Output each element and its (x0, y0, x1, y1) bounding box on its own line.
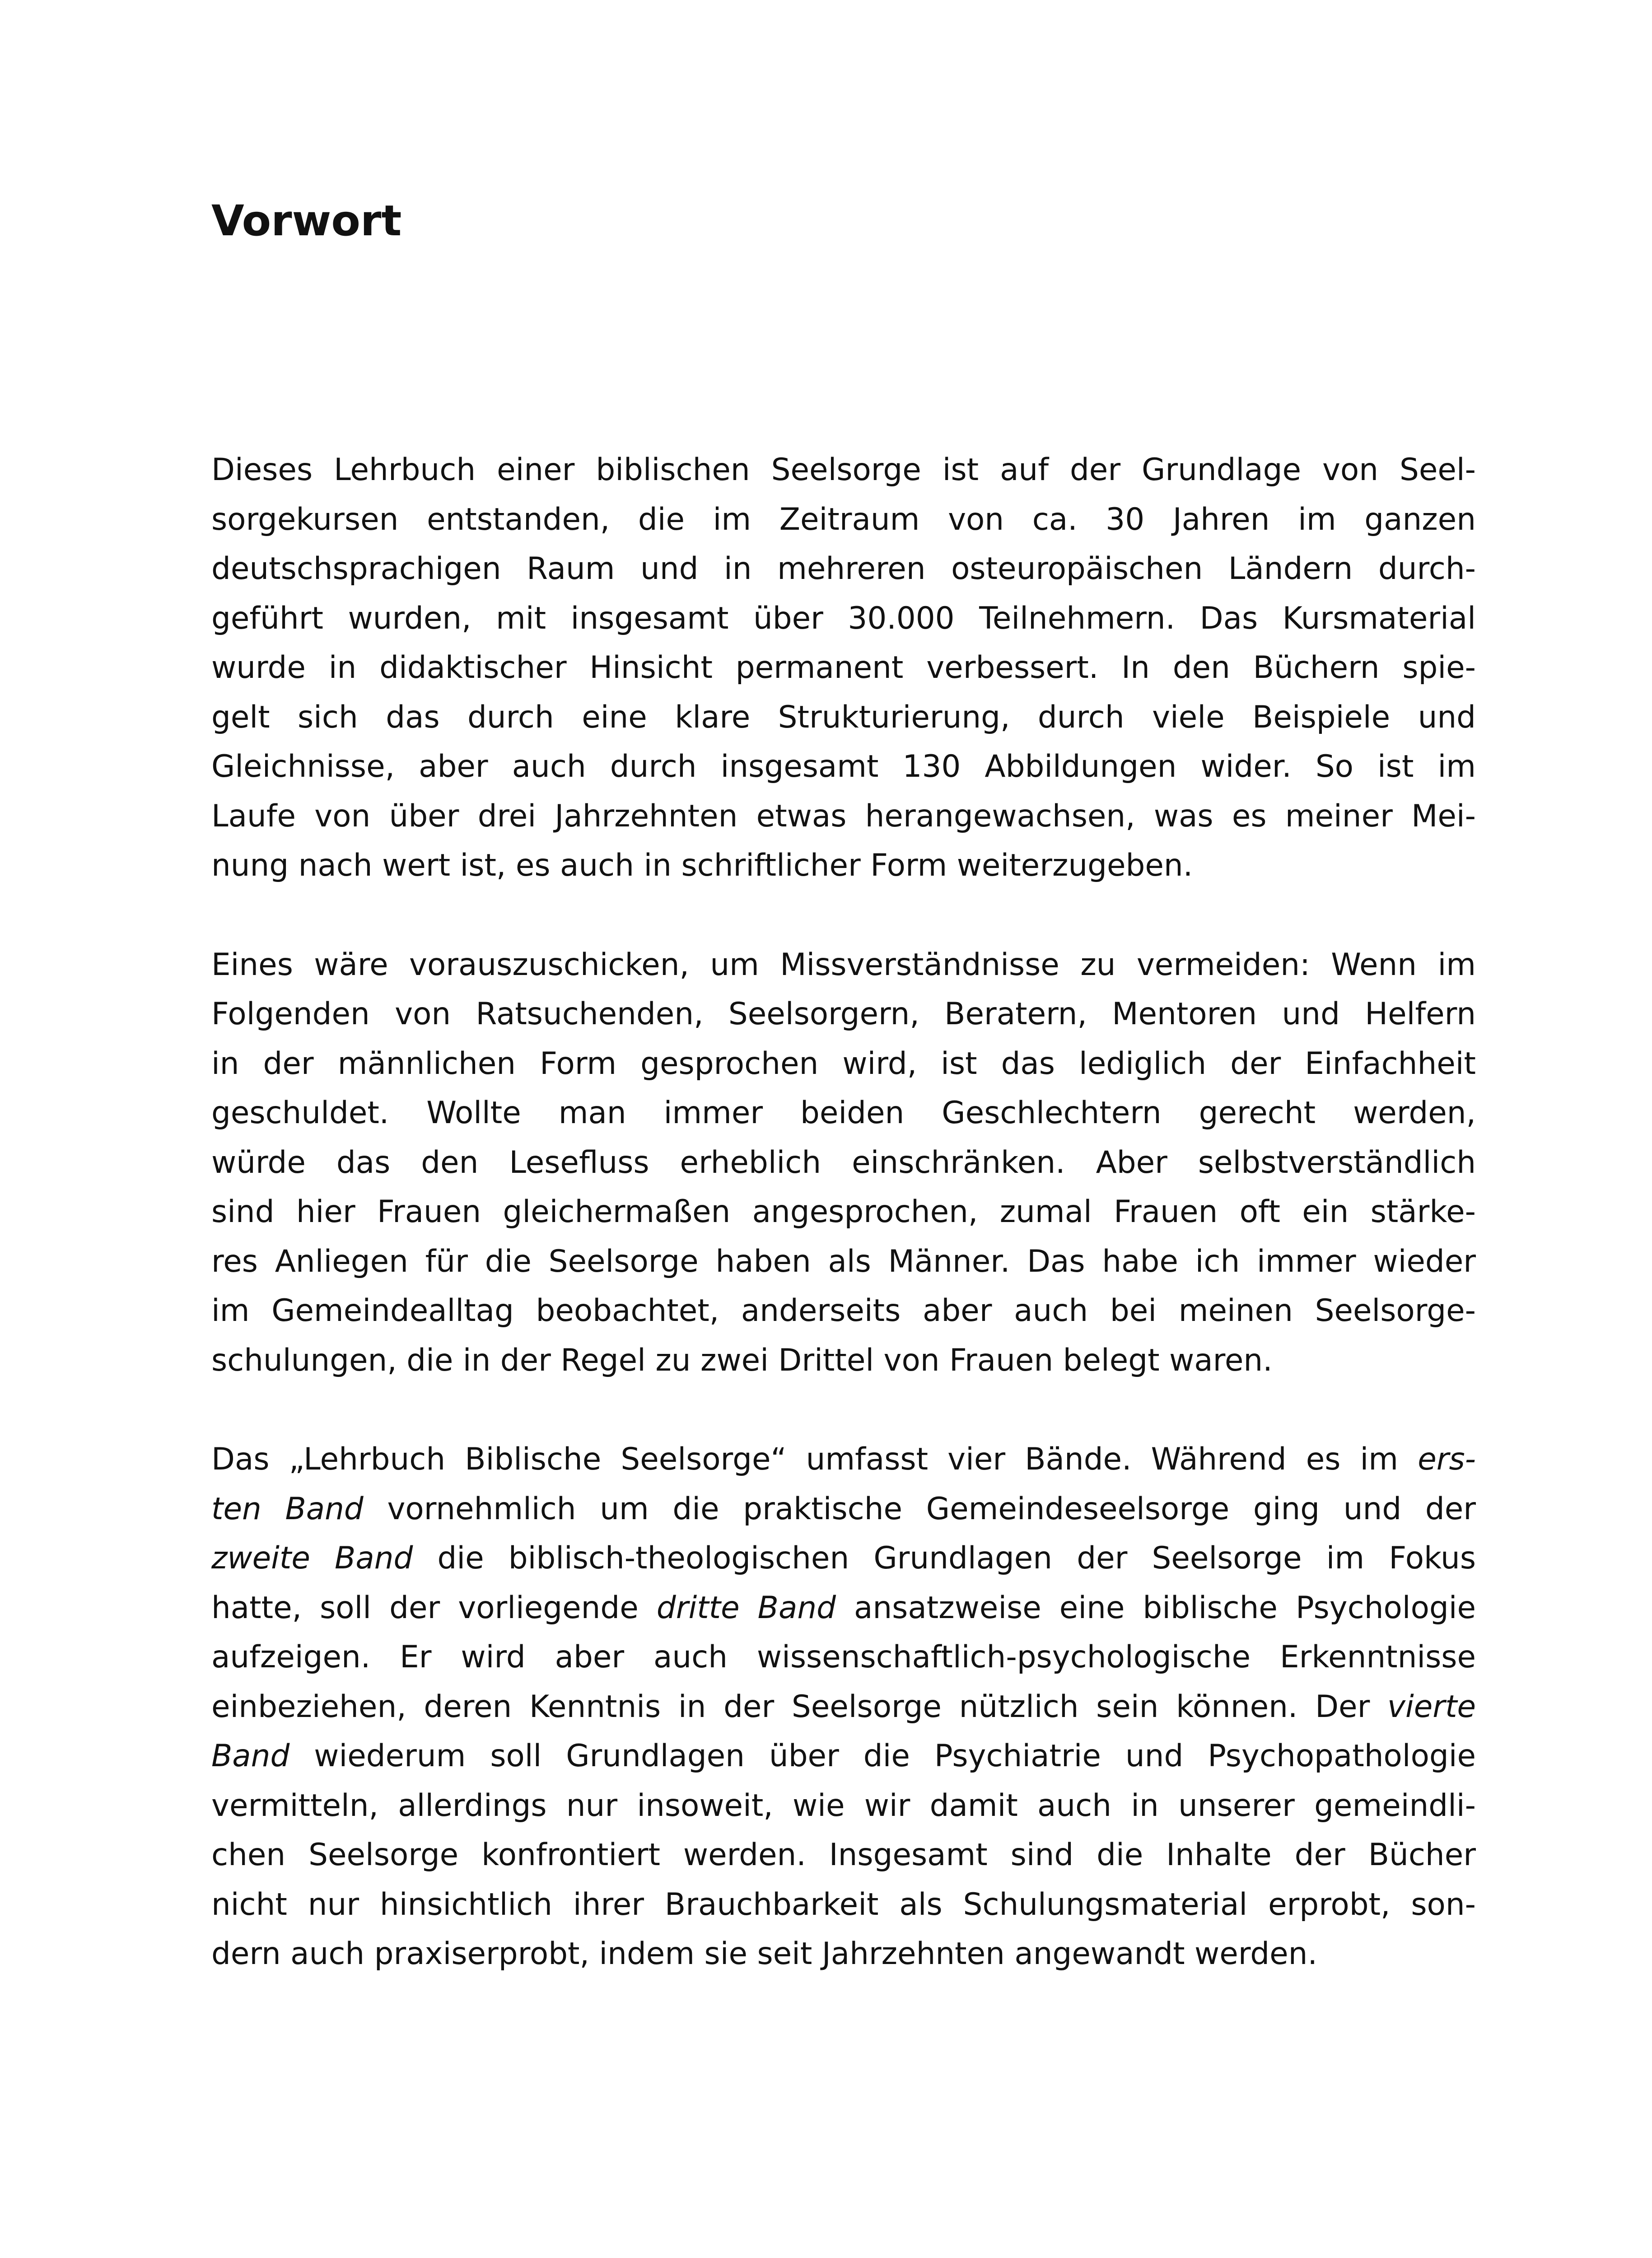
text-segment: sorgekursen entstanden, die im Zeitraum von ca. 30 Jahren im ganzen (211, 501, 1476, 537)
italic-text: ers- (1418, 1441, 1476, 1477)
text-line (211, 1088, 1476, 1138)
text-segment: Gleichnisse, aber auch durch insgesamt 130 Abbildungen wider. So ist im (211, 748, 1476, 784)
text-line (211, 742, 1476, 791)
text-segment: vermitteln, allerdings nur insoweit, wie wir damit auch in unserer gemeindli- (211, 1787, 1476, 1823)
text-segment: Eines wäre vorauszuschicken, um Missverständnisse zu vermeiden: Wenn im (211, 946, 1476, 982)
text-segment: in der männlichen Form gesprochen wird, ist das lediglich der Einfachheit (211, 1045, 1476, 1081)
text-line (211, 940, 1476, 989)
text-segment: Das „Lehrbuch Biblische Seelsorge“ umfasst vier Bände. Während es im (211, 1441, 1418, 1477)
text-segment: res Anliegen für die Seelsorge haben als Männer. Das habe ich immer wieder (211, 1243, 1476, 1279)
text-segment: würde das den Lesefluss erheblich einschränken. Aber selbstverständlich (211, 1144, 1476, 1180)
text-line (211, 989, 1476, 1039)
text-segment: geführt wurden, mit insgesamt über 30.000 Teilnehmern. Das Kursmaterial (211, 600, 1476, 636)
text-segment: im Gemeindealltag beobachtet, anderseits aber auch bei meinen Seelsorge- (211, 1292, 1476, 1328)
text-segment: wurde in didaktischer Hinsicht permanent verbessert. In den Büchern spie- (211, 649, 1476, 685)
text-line (211, 1781, 1476, 1830)
text-line (211, 1138, 1476, 1187)
text-segment: sind hier Frauen gleichermaßen angesprochen, zumal Frauen oft ein stärke- (211, 1194, 1476, 1229)
text-segment: gelt sich das durch eine klare Strukturierung, durch viele Beispiele und (211, 699, 1476, 735)
text-segment: dern auch praxiserprobt, indem sie seit Jahrzehnten angewandt werden. (211, 1936, 1317, 1971)
italic-text: vierte (1387, 1688, 1476, 1724)
text-segment: Folgenden von Ratsuchenden, Seelsorgern, Beratern, Mentoren und Helfern (211, 996, 1476, 1031)
text-line (211, 445, 1476, 495)
text-segment: Laufe von über drei Jahrzehnten etwas herangewachsen, was es meiner Mei- (211, 798, 1476, 834)
text-line (211, 1731, 1476, 1781)
text-segment: einbeziehen, deren Kenntnis in der Seelsorge nützlich sein können. Der (211, 1688, 1388, 1724)
paragraph-1 (211, 445, 1476, 890)
text-segment: vornehmlich um die praktische Gemeindeseelsorge ging und der (363, 1490, 1476, 1526)
text-segment: geschuldet. Wollte man immer beiden Geschlechtern gerecht werden, (211, 1095, 1476, 1130)
body-text (211, 445, 1476, 2028)
text-segment: schulungen, die in der Regel zu zwei Drittel von Frauen belegt waren. (211, 1342, 1273, 1378)
text-line (211, 1583, 1476, 1633)
text-line (211, 1632, 1476, 1682)
text-line (211, 1484, 1476, 1534)
text-line (211, 1236, 1476, 1286)
text-line (211, 643, 1476, 692)
text-line (211, 840, 1476, 890)
paragraph-2 (211, 940, 1476, 1385)
text-segment: nung nach wert ist, es auch in schriftlicher Form weiterzugeben. (211, 847, 1193, 883)
text-line (211, 1187, 1476, 1236)
text-segment: ansatzweise eine biblische Psychologie (835, 1589, 1476, 1625)
text-segment: wiederum soll Grundlagen über die Psychiatrie und Psychopathologie (289, 1738, 1476, 1773)
text-segment: die biblisch-theologischen Grundlagen der Seelsorge im Fokus (413, 1540, 1476, 1576)
page-title: Vorwort (211, 196, 402, 246)
text-line (211, 791, 1476, 841)
text-segment: hatte, soll der vorliegende (211, 1589, 657, 1625)
text-line (211, 1830, 1476, 1880)
text-line (211, 1434, 1476, 1484)
text-line (211, 1682, 1476, 1731)
text-segment: nicht nur hinsichtlich ihrer Brauchbarkeit als Schulungsmaterial erprobt, son- (211, 1886, 1476, 1922)
italic-text: dritte Band (656, 1589, 836, 1625)
text-segment: Dieses Lehrbuch einer biblischen Seelsorge ist auf der Grundlage von Seel- (211, 452, 1476, 487)
text-line (211, 692, 1476, 742)
paragraph-3 (211, 1434, 1476, 1978)
text-line (211, 544, 1476, 593)
text-line (211, 1880, 1476, 1929)
text-line (211, 1286, 1476, 1335)
text-line (211, 495, 1476, 544)
text-line (211, 1533, 1476, 1583)
text-line (211, 1335, 1476, 1385)
italic-text: ten Band (211, 1490, 364, 1526)
italic-text: zweite Band (211, 1540, 413, 1576)
text-line (211, 593, 1476, 643)
text-line (211, 1929, 1476, 1978)
text-segment: deutschsprachigen Raum und in mehreren osteuropäischen Ländern durch- (211, 551, 1476, 586)
text-line (211, 1039, 1476, 1088)
text-segment: chen Seelsorge konfrontiert werden. Insgesamt sind die Inhalte der Bücher (211, 1837, 1476, 1872)
text-segment: aufzeigen. Er wird aber auch wissenschaftlich-psychologische Erkenntnisse (211, 1639, 1476, 1675)
italic-text: Band (211, 1738, 290, 1773)
